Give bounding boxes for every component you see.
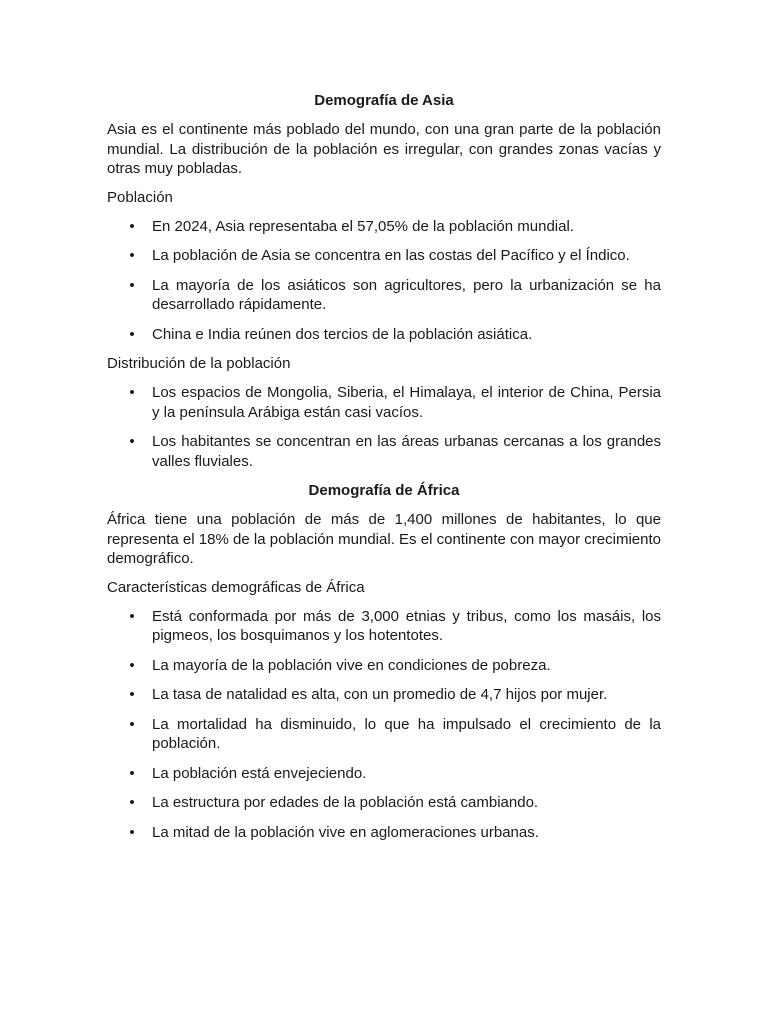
asia-poblacion-heading: Población [107,188,173,206]
bullet-icon: • [129,247,135,264]
africa-caracteristicas-list [107,607,661,843]
bullet-icon: • [129,217,135,235]
list-item-text: La mayoría de la población vive en condiciones de pobreza. [152,656,551,674]
bullet-icon: • [129,686,135,703]
list-item-text: La mitad de la población vive en aglomeraciones urbanas. [152,823,539,841]
list-item [107,685,661,705]
bullet-icon: • [129,794,135,811]
list-item [107,607,661,646]
list-item [107,432,661,471]
list-item [107,715,661,754]
list-item-text: Está conformada por más de 3,000 etnias y tribus, como los masáis, los pigmeos, los bosquimanos y los hotentotes. [152,607,661,644]
list-item-text: La población de Asia se concentra en las costas del Pacífico y el Índico. [152,247,630,264]
bullet-icon: • [129,607,135,625]
bullet-icon: • [129,276,135,294]
list-item-text: Los habitantes se concentran en las áreas urbanas cercanas a los grandes valles fluviales. [152,433,661,470]
list-item [107,823,661,843]
list-item-text: China e India reúnen dos tercios de la población asiática. [152,325,533,343]
asia-poblacion-list [107,217,661,345]
list-item [107,764,661,784]
list-item [107,217,661,237]
list-item-text: Los espacios de Mongolia, Siberia, el Himalaya, el interior de China, Persia y la península Arábiga están casi vacíos. [152,384,661,421]
list-item-text: La tasa de natalidad es alta, con un promedio de 4,7 hijos por mujer. [152,686,608,703]
list-item-text: La estructura por edades de la población está cambiando. [152,794,539,811]
bullet-icon: • [129,325,135,343]
list-item [107,325,661,345]
bullet-icon: • [129,433,135,450]
bullet-icon: • [129,715,135,733]
document-page [107,91,661,852]
bullet-icon: • [129,764,135,782]
bullet-icon: • [129,656,135,674]
africa-intro-paragraph: África tiene una población de más de 1,400 millones de habitantes, lo que representa el 18% de la población mundial. Es el continente con mayor crecimiento demográfico. [107,511,661,567]
list-item [107,246,661,266]
list-item-text: En 2024, Asia representaba el 57,05% de la población mundial. [152,217,574,235]
asia-title: Demografía de Asia [314,92,454,109]
list-item-text: La mayoría de los asiáticos son agricultores, pero la urbanización se ha desarrollado rápidamente. [152,276,661,313]
asia-intro-paragraph: Asia es el continente más poblado del mundo, con una gran parte de la población mundial. La distribución de la población es irregular, con grandes zonas vacías y otras muy pobladas. [107,121,661,177]
list-item-text: La población está envejeciendo. [152,764,367,782]
africa-caracteristicas-heading: Características demográficas de África [107,578,365,596]
list-item-text: La mortalidad ha disminuido, lo que ha impulsado el crecimiento de la población. [152,715,661,752]
list-item [107,656,661,676]
asia-distribucion-list [107,383,661,471]
bullet-icon: • [129,384,135,401]
africa-title: Demografía de África [308,482,460,499]
list-item [107,383,661,422]
bullet-icon: • [129,823,135,841]
list-item [107,793,661,813]
list-item [107,276,661,315]
asia-distribucion-heading: Distribución de la población [107,355,291,372]
